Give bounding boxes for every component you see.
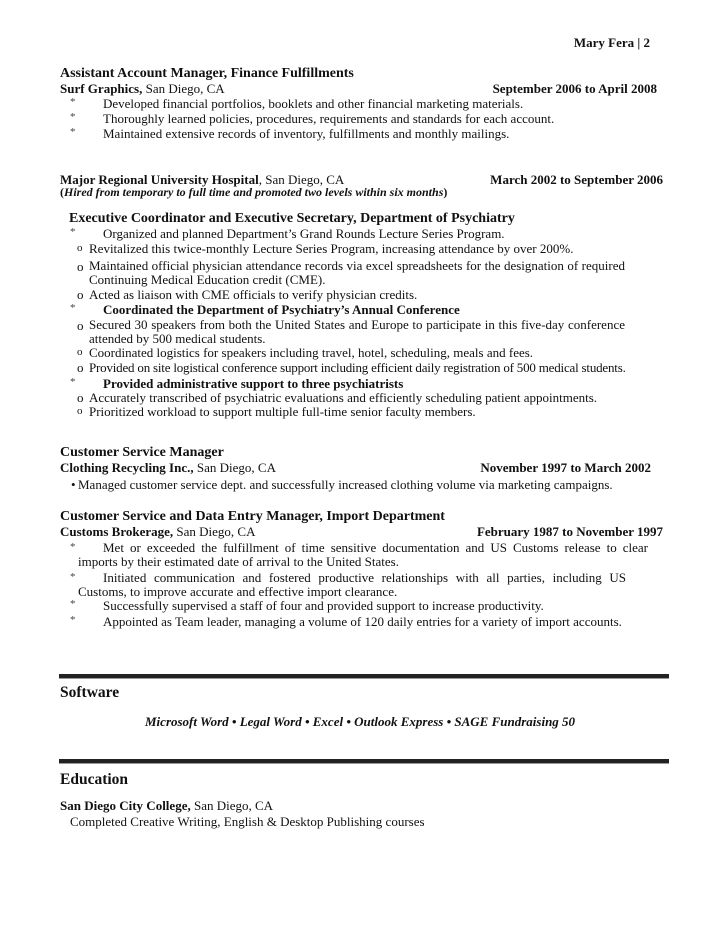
sub-bullet-text: Prioritized workload to support multiple full-time senior faculty members. bbox=[89, 404, 476, 419]
bullet-text: Provided administrative support to three psychiatrists bbox=[103, 376, 404, 391]
dates: November 1997 to March 2002 bbox=[480, 460, 651, 475]
bullet-text: Organized and planned Department’s Grand Rounds Lecture Series Program. bbox=[103, 226, 505, 241]
software-list: Microsoft Word • Legal Word • Excel • Outlook Express • SAGE Fundraising 50 bbox=[145, 714, 576, 729]
employer bbox=[60, 460, 276, 475]
dates: February 1987 to November 1997 bbox=[476, 524, 663, 539]
sub-bullet-text: Revitalized this twice-monthly Lecture Series Program, increasing attendance by over 200%. bbox=[89, 241, 574, 256]
section-heading-software: Software bbox=[60, 684, 120, 701]
section-divider bbox=[59, 674, 669, 679]
section-heading-education: Education bbox=[60, 771, 129, 788]
school bbox=[60, 798, 273, 813]
company: Customs Brokerage, bbox=[60, 524, 174, 539]
sub-bullet-icon: o bbox=[77, 259, 84, 274]
company: Major Regional University Hospital bbox=[60, 172, 259, 187]
job-title: Assistant Account Manager, Finance Fulfillments bbox=[60, 66, 354, 81]
bullet-text: Thoroughly learned policies, procedures, requirements and standards for each account. bbox=[103, 111, 555, 126]
bullet-icon: * bbox=[70, 598, 76, 610]
job-title: Customer Service Manager bbox=[60, 445, 224, 460]
note-text: Hired from temporary to full time and promoted two levels within six months bbox=[64, 185, 444, 199]
bullet-text: Successfully supervised a staff of four and provided support to increase productivity. bbox=[103, 598, 544, 613]
section-divider bbox=[59, 759, 669, 764]
bullet-icon: * bbox=[70, 96, 76, 108]
sub-bullet-icon: o bbox=[77, 287, 84, 302]
sub-bullet-icon: o bbox=[77, 360, 84, 375]
location: San Diego, CA bbox=[190, 798, 274, 813]
bullet-icon: * bbox=[70, 302, 76, 314]
bullet-text: Initiated communication and fostered productive relationships with all parties, including US Customs, to improve accurate and effective import clearance. bbox=[78, 570, 626, 599]
bullet-icon: * bbox=[70, 111, 76, 123]
company: Clothing Recycling Inc., bbox=[60, 460, 194, 475]
sub-bullet-text: Coordinated logistics for speakers including travel, hotel, scheduling, meals and fees. bbox=[89, 345, 534, 360]
sub-bullet-text: Acted as liaison with CME officials to verify physician credits. bbox=[89, 287, 418, 302]
sub-bullet-text: Secured 30 speakers from both the United States and Europe to participate in this five-day conference attended by 500 medical students. bbox=[89, 317, 625, 346]
hire-note bbox=[60, 185, 447, 200]
paren: ( bbox=[60, 185, 64, 199]
paren: ) bbox=[443, 185, 448, 199]
sub-bullet-icon: o bbox=[77, 318, 84, 333]
bullet-text: Appointed as Team leader, managing a volume of 120 daily entries for a variety of import accounts. bbox=[103, 614, 622, 629]
bullet-icon: * bbox=[70, 126, 76, 138]
sub-bullet-icon: o bbox=[77, 390, 84, 405]
bullet-icon: • bbox=[71, 477, 76, 492]
sub-bullet-text: Accurately transcribed of psychiatric evaluations and efficiently scheduling patient appointments. bbox=[89, 390, 598, 405]
company: Surf Graphics, bbox=[60, 81, 143, 96]
bullet-text: Maintained extensive records of inventory, fulfillments and monthly mailings. bbox=[103, 126, 510, 141]
page-header: Mary Fera | 2 bbox=[573, 35, 650, 50]
bullet-text: Met or exceeded the fulfillment of time sensitive documentation and US Customs release to clear imports by their estimated date of arrival to the United States. bbox=[78, 540, 648, 569]
employer bbox=[60, 524, 255, 539]
employer bbox=[60, 81, 225, 96]
bullet-icon: * bbox=[70, 571, 76, 583]
bullet-icon: * bbox=[70, 376, 76, 388]
dates: March 2002 to September 2006 bbox=[490, 172, 663, 187]
bullet-text: Managed customer service dept. and successfully increased clothing volume via marketing campaigns. bbox=[78, 477, 613, 492]
location: San Diego, CA bbox=[173, 524, 256, 539]
sub-bullet-icon: o bbox=[77, 242, 83, 254]
bullet-icon: * bbox=[70, 614, 76, 626]
education-detail: Completed Creative Writing, English & Desktop Publishing courses bbox=[70, 814, 425, 829]
sub-bullet-text: Maintained official physician attendance records via excel spreadsheets for the designation of required Continuing Medical Education credit (CME). bbox=[89, 258, 625, 287]
school-name: San Diego City College, bbox=[60, 798, 191, 813]
bullet-text: Developed financial portfolios, booklets and other financial marketing materials. bbox=[103, 96, 524, 111]
bullet-icon: * bbox=[70, 226, 76, 238]
sub-bullet-icon: o bbox=[77, 405, 83, 417]
job-title: Customer Service and Data Entry Manager, Import Department bbox=[60, 509, 445, 524]
location: San Diego, CA bbox=[142, 81, 225, 96]
location: , San Diego, CA bbox=[258, 172, 345, 187]
bullet-text: Coordinated the Department of Psychiatry’s Annual Conference bbox=[103, 302, 460, 317]
dates: September 2006 to April 2008 bbox=[492, 81, 657, 96]
job-title: Executive Coordinator and Executive Secretary, Department of Psychiatry bbox=[69, 211, 515, 226]
location: San Diego, CA bbox=[193, 460, 276, 475]
sub-bullet-icon: o bbox=[77, 346, 83, 358]
sub-bullet-text: Provided on site logistical conference support including efficient daily registration of 500 medical students. bbox=[89, 360, 626, 375]
bullet-icon: * bbox=[70, 541, 76, 553]
